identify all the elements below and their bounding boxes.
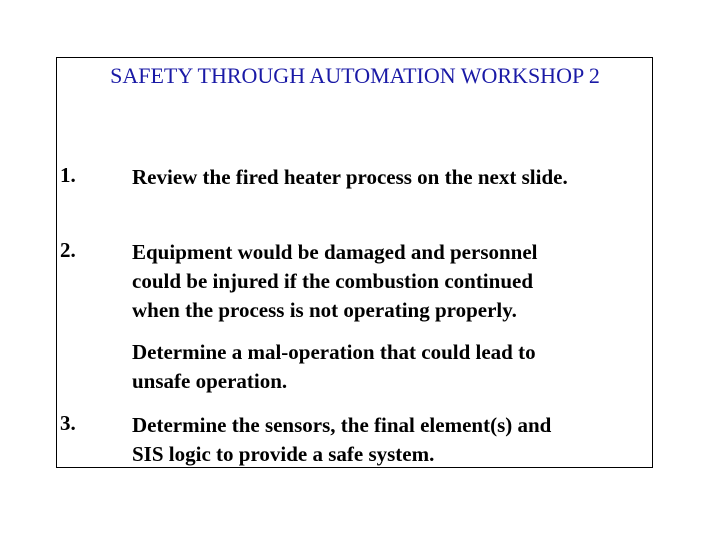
item-text-line: Determine a mal-operation that could lead to <box>132 340 536 364</box>
item-number-2: 2. <box>60 238 76 262</box>
item-text-line: Equipment would be damaged and personnel <box>132 240 538 264</box>
item-number-3: 3. <box>60 411 76 435</box>
slide-title: SAFETY THROUGH AUTOMATION WORKSHOP 2 <box>110 63 600 88</box>
item-text-3 <box>132 411 642 469</box>
item-text-line: could be injured if the combustion continued <box>132 269 533 293</box>
item-text-2 <box>132 238 642 325</box>
item-text-2b <box>132 338 642 396</box>
item-text-line: SIS logic to provide a safe system. <box>132 442 435 466</box>
item-text-line: unsafe operation. <box>132 369 288 393</box>
item-text-line: Review the fired heater process on the next slide. <box>132 165 568 189</box>
item-text-line: Determine the sensors, the final element(s) and <box>132 413 552 437</box>
item-number-1: 1. <box>60 163 76 187</box>
item-text-1 <box>132 163 642 192</box>
item-text-line: when the process is not operating properly. <box>132 298 517 322</box>
